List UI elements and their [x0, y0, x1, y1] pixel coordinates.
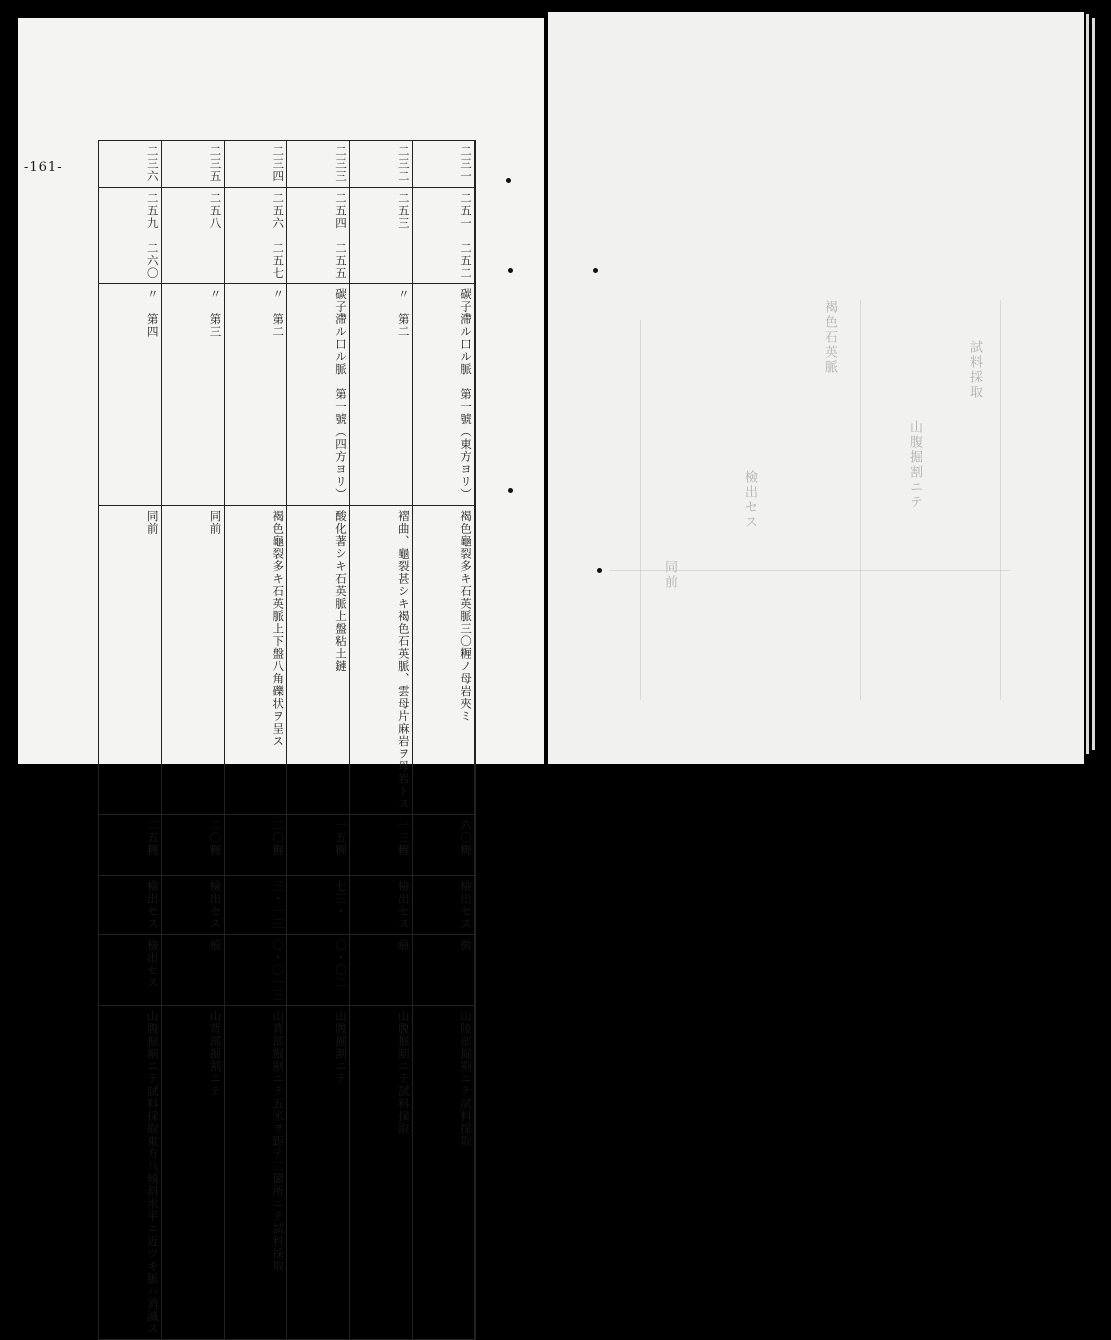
- table-row: [99, 284, 476, 506]
- table-cell: [161, 284, 224, 506]
- table-cell: [350, 934, 413, 1006]
- bleed-through-text: 山腹掘割ニテ: [907, 420, 922, 510]
- cell-text: 〇・〇一三: [271, 938, 286, 1001]
- cell-text: 檢出セス: [145, 938, 160, 989]
- table-cell: [287, 875, 350, 934]
- cell-text: 二三六: [145, 145, 160, 183]
- cell-text: 褐色龜裂多キ石英脈三〇糎ノ母岩夾ミ: [459, 509, 473, 722]
- cell-text: 六〇糎: [459, 818, 473, 856]
- table-cell: [350, 284, 413, 506]
- cell-text: 二三三: [334, 145, 348, 183]
- cell-text: 山背部掘割ニテ五米ヲ距テ二箇所ニテ試料採取: [271, 1010, 286, 1273]
- bleed-through-text: 褐色石英脈: [822, 300, 837, 375]
- cell-text: 第二 〃: [271, 288, 286, 338]
- cell-text: 山陵部掘割ニテ試料採取: [459, 1010, 473, 1148]
- table-cell: [99, 141, 162, 188]
- cell-text: 二五四 二五五: [334, 191, 348, 279]
- page-number: -161-: [24, 160, 63, 175]
- cell-text: ・七三: [334, 879, 348, 917]
- bleed-through-text: 檢出セス: [742, 470, 757, 530]
- punch-mark: [506, 178, 511, 183]
- table-cell: [412, 934, 475, 1006]
- cell-text: 同前: [208, 509, 223, 535]
- table-row: [99, 1006, 476, 1340]
- table-cell: [99, 875, 162, 934]
- table-cell: [161, 187, 224, 284]
- table-cell: [412, 141, 475, 188]
- table-cell: [161, 1006, 224, 1340]
- table-cell: [99, 934, 162, 1006]
- cell-text: 第二 〃: [396, 288, 411, 338]
- cell-text: 二〇糎: [208, 818, 223, 856]
- punch-mark: [508, 268, 513, 273]
- table-row: [99, 934, 476, 1006]
- cell-text: 同前: [145, 509, 160, 535]
- cell-text: 山腹掘割ニテ試料採取東方八傾斜水平ニ近ツキ脈ハ消滅ス: [145, 1010, 160, 1335]
- cell-text: 第三 〃: [208, 288, 223, 338]
- table-row: [99, 814, 476, 875]
- table-row: [99, 187, 476, 284]
- cell-text: 二五六 二五七: [271, 191, 286, 279]
- cell-text: 二〇糎: [271, 818, 286, 856]
- ghost-rule: [860, 300, 861, 700]
- table-cell: [287, 141, 350, 188]
- cell-text: 碳子滯ル口ル脈 第一號（四方ヨリ）: [334, 288, 348, 501]
- table-cell: [350, 875, 413, 934]
- table-cell: [99, 284, 162, 506]
- table-cell: [287, 1006, 350, 1340]
- cell-text: 檢出セス: [396, 879, 411, 930]
- punch-mark: [593, 268, 598, 273]
- cell-text: 山腹掘割ニテ: [334, 1010, 348, 1085]
- table-cell: [412, 1006, 475, 1340]
- table-cell: [412, 187, 475, 284]
- table-cell: [412, 814, 475, 875]
- cell-text: 二五八: [208, 191, 223, 229]
- punch-mark: [508, 488, 513, 493]
- table-cell: [99, 814, 162, 875]
- right-page: [548, 12, 1084, 764]
- cell-text: 二三四: [271, 145, 286, 183]
- table-cell: [350, 1006, 413, 1340]
- table-row: [99, 141, 476, 188]
- table-cell: [412, 284, 475, 506]
- table-cell: [350, 187, 413, 284]
- cell-text: 一五糎: [334, 818, 348, 856]
- table-cell: [224, 284, 287, 506]
- table-cell: [350, 141, 413, 188]
- cell-text: 碳子滯ル口ル脈 第一號（東方ヨリ）: [459, 288, 473, 501]
- table-cell: [287, 814, 350, 875]
- cell-text: 二三五: [208, 145, 223, 183]
- cell-text: 檢出セス: [145, 879, 160, 930]
- cell-text: 二三一: [459, 145, 473, 183]
- bleed-through-text: 同前: [662, 560, 677, 590]
- table-cell: [99, 1006, 162, 1340]
- cell-text: 檢出セス: [208, 879, 223, 930]
- cell-text: 痕: [208, 938, 223, 951]
- table-cell: [287, 934, 350, 1006]
- cell-text: 二五九 二六〇: [145, 191, 160, 279]
- cell-text: 三・一三: [271, 879, 286, 930]
- table-cell: [287, 284, 350, 506]
- cell-text: 檢出セス: [459, 879, 473, 930]
- table-cell: [161, 875, 224, 934]
- cell-text: 二五糎: [145, 818, 160, 856]
- punch-mark: [597, 568, 602, 573]
- bleed-through-text: 試料採取: [967, 340, 982, 400]
- ghost-rule: [610, 570, 1010, 571]
- table-cell: [287, 187, 350, 284]
- ghost-rule: [1000, 300, 1001, 700]
- cell-text: 山腹掘割ニテ試料採取: [396, 1010, 411, 1135]
- table-cell: [412, 875, 475, 934]
- table-row: [99, 875, 476, 934]
- table-cell: [161, 141, 224, 188]
- cell-text: 二五三: [396, 191, 411, 229]
- cell-text: 一三糎: [396, 818, 411, 856]
- cell-text: 微: [459, 938, 473, 951]
- page-edge: [1092, 18, 1095, 750]
- table-cell: [224, 814, 287, 875]
- table-cell: [224, 875, 287, 934]
- table-cell: [224, 934, 287, 1006]
- cell-text: 褶曲、龜裂甚シキ褐色石英脈、雲母片麻岩ヲ母岩トス: [396, 509, 411, 810]
- survey-table: [98, 140, 476, 1340]
- table-cell: [161, 814, 224, 875]
- table-cell: [224, 141, 287, 188]
- cell-text: 痕: [396, 938, 411, 951]
- cell-text: 酸化著シキ石英脈上盤粘土鏈: [334, 509, 348, 672]
- page-edge: [1086, 14, 1089, 754]
- cell-text: 〇・〇二: [334, 938, 348, 989]
- cell-text: 第四 〃: [145, 288, 160, 338]
- ghost-rule: [640, 320, 641, 700]
- table-cell: [350, 814, 413, 875]
- cell-text: 褐色龜裂多キ石英脈上下盤八角礫状ヲ呈ス: [271, 509, 286, 747]
- table-cell: [161, 934, 224, 1006]
- table-cell: [224, 1006, 287, 1340]
- cell-text: 二五一 二五二: [459, 191, 473, 279]
- table-cell: [224, 187, 287, 284]
- cell-text: 山背部掘割ニテ: [208, 1010, 223, 1098]
- table-cell: [99, 187, 162, 284]
- cell-text: 二三二: [396, 145, 411, 183]
